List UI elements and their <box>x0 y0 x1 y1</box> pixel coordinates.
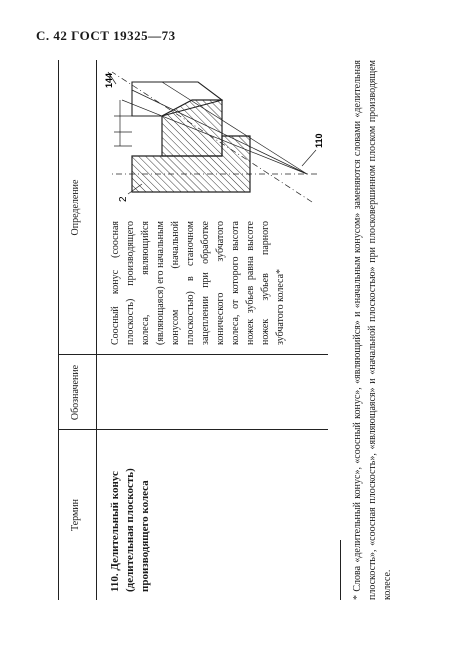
terms-table <box>58 60 328 600</box>
label-2: 2 <box>118 196 129 202</box>
leader-110 <box>302 150 316 166</box>
definition-cell: Соосный конус (соосная плоскость) производящего колеса, являющийся (являющаяся) его начальным конусом (начальной плоскостью) в станочном зацеплении при обработке конического зубчатого колеса, от которого высота ножек зубьев равна высоте ножек зубьев парного зубчатого колеса* <box>110 221 286 345</box>
footnote-rule <box>340 540 341 600</box>
label-110-bottom: 110 <box>314 133 324 148</box>
column-header-term: Термин <box>70 498 81 532</box>
label-144: 144 <box>104 72 114 88</box>
column-divider-2 <box>58 354 328 355</box>
column-header-designation: Обозначение <box>70 364 81 421</box>
page-header: С. 42 ГОСТ 19325—73 <box>36 28 176 43</box>
column-header-definition: Определение <box>70 179 81 236</box>
bevel-gear-svg <box>102 64 324 212</box>
term-cell: 110. Делительный конус (делительная плоскость) производящего колеса <box>109 468 151 592</box>
column-divider-1 <box>58 429 328 430</box>
footnote: * Слова «делительный конус», «соосный конус», «являющийся» и «начальным конусом» заменяются словами «делительная плоскость», «соосная плоскость», «являющаяся» и «начальной плоскостью» при плосковершинном плоском производящем колесе. <box>352 60 393 600</box>
table-top-rule <box>58 60 59 600</box>
rotated-content <box>58 60 418 600</box>
table-header-rule <box>96 60 97 600</box>
bevel-gear-drawing <box>102 64 324 212</box>
